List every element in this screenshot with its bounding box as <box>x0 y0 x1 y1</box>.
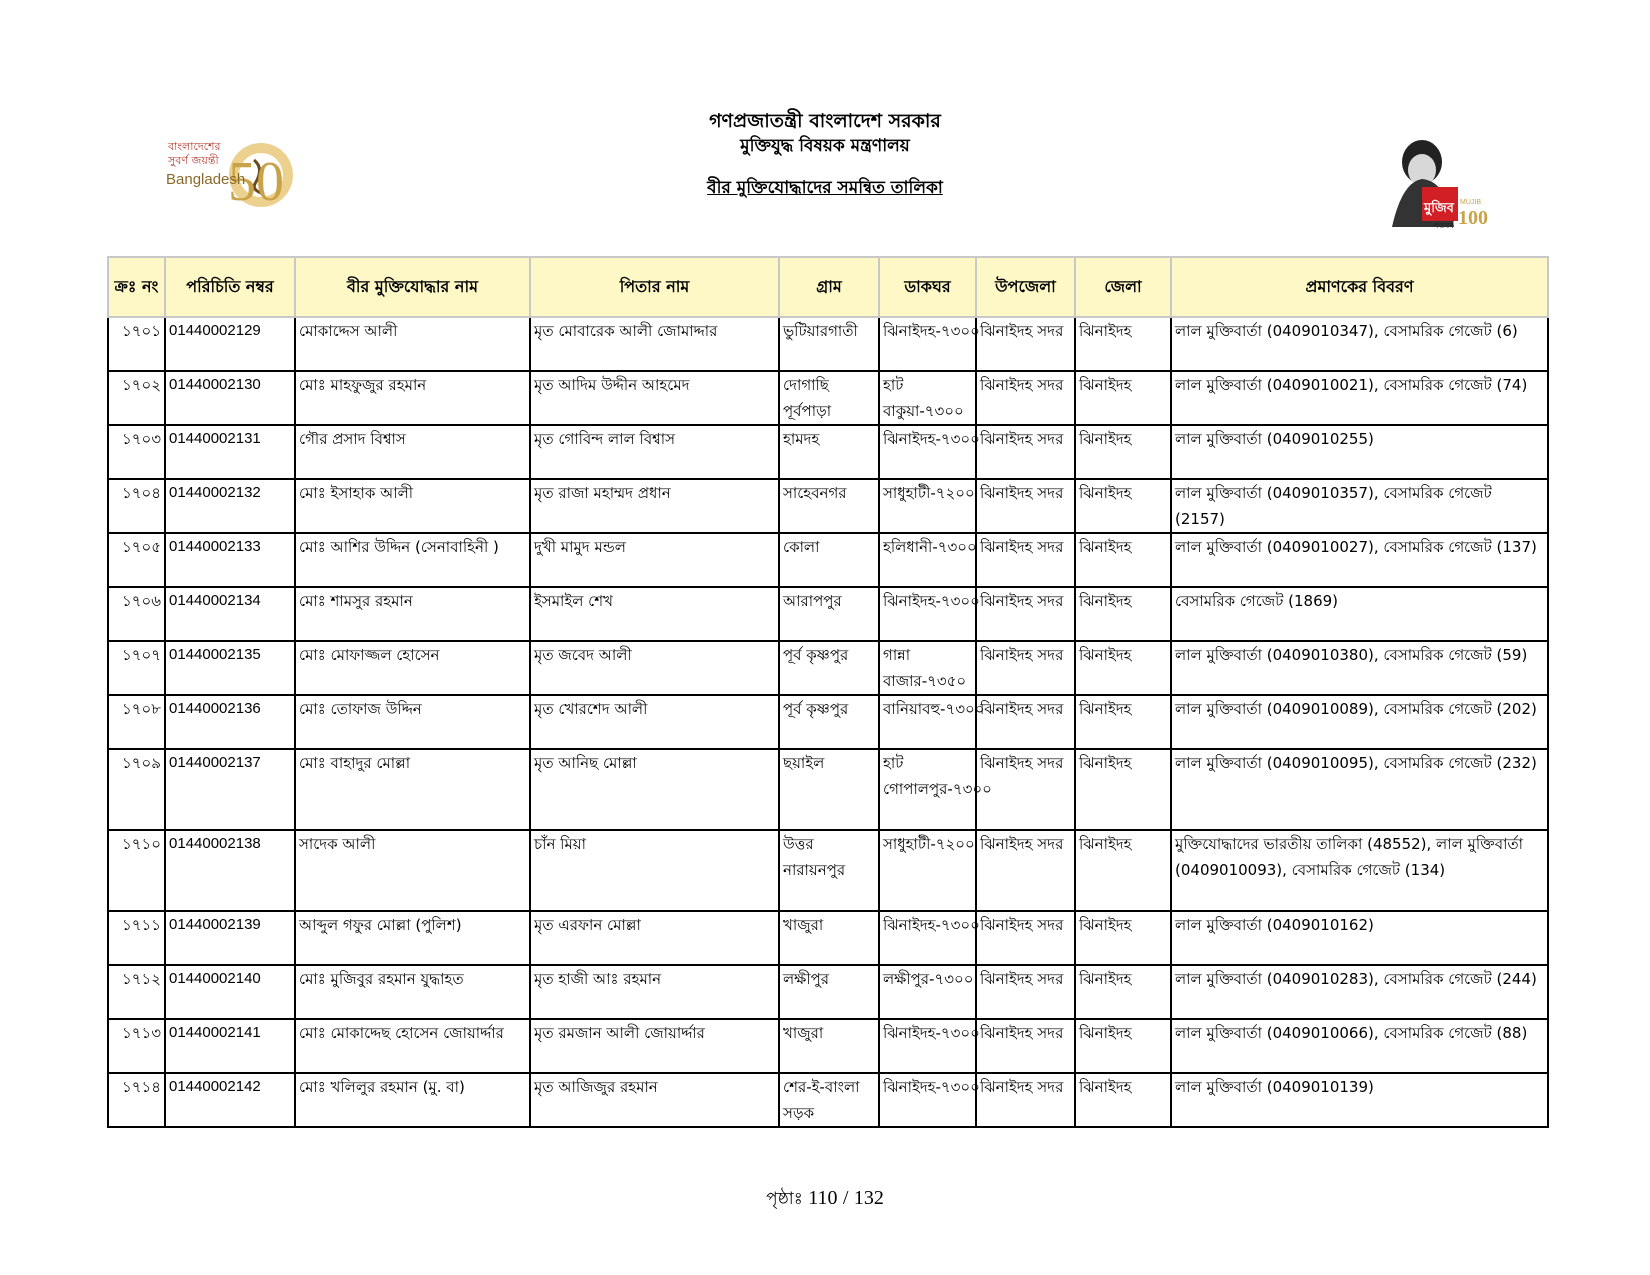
post-cell: সাধুহাটী-৭২০০ <box>879 830 976 911</box>
mujib-sub: শতবর্ষ <box>1434 221 1454 230</box>
proof-cell: লাল মুক্তিবার্তা (0409010139) <box>1171 1073 1548 1127</box>
ministry-title: মুক্তিযুদ্ধ বিষয়ক মন্ত্রণালয় <box>740 136 910 156</box>
district-cell: ঝিনাইদহ <box>1075 587 1171 641</box>
name-cell: মোঃ আশির উদ্দিন (সেনাবাহিনী ) <box>295 533 530 587</box>
table-row <box>108 533 1548 587</box>
id-cell: 01440002137 <box>165 749 295 830</box>
post-cell: হাট বাকুয়া-৭৩০০ <box>879 371 976 425</box>
serial-cell: ১৭০৮ <box>108 695 165 749</box>
village-cell: খাজুরা <box>779 911 879 965</box>
mujib-latin: MUJIB <box>1460 199 1481 206</box>
upazila-cell: ঝিনাইদহ সদর <box>976 749 1075 830</box>
table-row <box>108 1019 1548 1073</box>
upazila-cell: ঝিনাইদহ সদর <box>976 1073 1075 1127</box>
post-cell: ঝিনাইদহ-৭৩০০ <box>879 911 976 965</box>
name-cell: মোঃ মুজিবুর রহমান যুদ্ধাহত <box>295 965 530 1019</box>
mujib-number: 100 <box>1458 207 1488 229</box>
page-separator: / <box>842 1187 849 1209</box>
district-cell: ঝিনাইদহ <box>1075 479 1171 533</box>
upazila-cell: ঝিনাইদহ সদর <box>976 911 1075 965</box>
upazila-cell: ঝিনাইদহ সদর <box>976 533 1075 587</box>
document-header <box>0 108 1650 200</box>
name-cell: মোঃ তোফাজ উদ্দিন <box>295 695 530 749</box>
col-proof: প্রমাণকের বিবরণ <box>1171 257 1548 317</box>
id-cell: 01440002129 <box>165 317 295 371</box>
post-cell: ঝিনাইদহ-৭৩০০ <box>879 587 976 641</box>
table-row <box>108 965 1548 1019</box>
post-cell: ঝিনাইদহ-৭৩০০ <box>879 317 976 371</box>
district-cell: ঝিনাইদহ <box>1075 749 1171 830</box>
table-row <box>108 317 1548 371</box>
district-cell: ঝিনাইদহ <box>1075 1073 1171 1127</box>
id-cell: 01440002131 <box>165 425 295 479</box>
proof-cell: লাল মুক্তিবার্তা (0409010066), বেসামরিক গেজেট (88) <box>1171 1019 1548 1073</box>
district-cell: ঝিনাইদহ <box>1075 317 1171 371</box>
serial-cell: ১৭১০ <box>108 830 165 911</box>
table-header-row <box>108 257 1548 317</box>
father-cell: ইসমাইল শেখ <box>530 587 779 641</box>
serial-cell: ১৭১২ <box>108 965 165 1019</box>
village-cell: দোগাছি পূর্বপাড়া <box>779 371 879 425</box>
post-cell: ঝিনাইদহ-৭৩০০ <box>879 1019 976 1073</box>
mujib-word: মুজিব <box>1424 201 1454 216</box>
father-cell: মৃত গোবিন্দ লাল বিশ্বাস <box>530 425 779 479</box>
proof-cell: লাল মুক্তিবার্তা (0409010357), বেসামরিক গেজেট (2157) <box>1171 479 1548 533</box>
district-cell: ঝিনাইদহ <box>1075 911 1171 965</box>
father-cell: মৃত এরফান মোল্লা <box>530 911 779 965</box>
father-cell: দুখী মামুদ মন্ডল <box>530 533 779 587</box>
village-cell: উত্তর নারায়নপুর <box>779 830 879 911</box>
serial-cell: ১৭০৭ <box>108 641 165 695</box>
serial-cell: ১৭১৩ <box>108 1019 165 1073</box>
id-cell: 01440002138 <box>165 830 295 911</box>
proof-cell: লাল মুক্তিবার্তা (0409010347), বেসামরিক গেজেট (6) <box>1171 317 1548 371</box>
upazila-cell: ঝিনাইদহ সদর <box>976 587 1075 641</box>
serial-cell: ১৭০৫ <box>108 533 165 587</box>
col-id: পরিচিতি নম্বর <box>165 257 295 317</box>
logo-number: 50 <box>228 151 284 213</box>
name-cell: মোঃ শামসুর রহমান <box>295 587 530 641</box>
district-cell: ঝিনাইদহ <box>1075 695 1171 749</box>
name-cell: মোঃ মোকাদ্দেছ হোসেন জোয়ার্দ্দার <box>295 1019 530 1073</box>
id-cell: 01440002136 <box>165 695 295 749</box>
father-cell: মৃত রমজান আলী জোয়ার্দ্দার <box>530 1019 779 1073</box>
upazila-cell: ঝিনাইদহ সদর <box>976 965 1075 1019</box>
father-cell: মৃত রাজা মহাম্মদ প্রধান <box>530 479 779 533</box>
serial-cell: ১৭১৪ <box>108 1073 165 1127</box>
proof-cell: লাল মুক্তিবার্তা (0409010162) <box>1171 911 1548 965</box>
page-current: 110 <box>808 1187 838 1209</box>
upazila-cell: ঝিনাইদহ সদর <box>976 830 1075 911</box>
serial-cell: ১৭০২ <box>108 371 165 425</box>
serial-cell: ১৭০৪ <box>108 479 165 533</box>
post-cell: হাট গোপালপুর-৭৩০০ <box>879 749 976 830</box>
village-cell: ছয়াইল <box>779 749 879 830</box>
village-cell: আরাপপুর <box>779 587 879 641</box>
post-cell: সাধুহাটী-৭২০০ <box>879 479 976 533</box>
upazila-cell: ঝিনাইদহ সদর <box>976 317 1075 371</box>
father-cell: চাঁন মিয়া <box>530 830 779 911</box>
serial-cell: ১৭০৯ <box>108 749 165 830</box>
district-cell: ঝিনাইদহ <box>1075 425 1171 479</box>
district-cell: ঝিনাইদহ <box>1075 1019 1171 1073</box>
name-cell: মোকাদ্দেস আলী <box>295 317 530 371</box>
upazila-cell: ঝিনাইদহ সদর <box>976 479 1075 533</box>
id-cell: 01440002130 <box>165 371 295 425</box>
col-father: পিতার নাম <box>530 257 779 317</box>
proof-cell: লাল মুক্তিবার্তা (0409010021), বেসামরিক গেজেট (74) <box>1171 371 1548 425</box>
table-row <box>108 749 1548 830</box>
table-row <box>108 911 1548 965</box>
village-cell: ভুটিয়ারগাতী <box>779 317 879 371</box>
village-cell: কোলা <box>779 533 879 587</box>
post-cell: ঝিনাইদহ-৭৩০০ <box>879 1073 976 1127</box>
village-cell: হামদহ <box>779 425 879 479</box>
name-cell: মোঃ খলিলুর রহমান (মু. বা) <box>295 1073 530 1127</box>
district-cell: ঝিনাইদহ <box>1075 965 1171 1019</box>
post-cell: হলিধানী-৭৩০০ <box>879 533 976 587</box>
district-cell: ঝিনাইদহ <box>1075 830 1171 911</box>
id-cell: 01440002139 <box>165 911 295 965</box>
serial-cell: ১৭০১ <box>108 317 165 371</box>
id-cell: 01440002132 <box>165 479 295 533</box>
col-name: বীর মুক্তিযোদ্ধার নাম <box>295 257 530 317</box>
table-row <box>108 830 1548 911</box>
serial-cell: ১৭১১ <box>108 911 165 965</box>
table-row <box>108 1073 1548 1127</box>
page-label: পৃষ্ঠাঃ <box>766 1189 803 1209</box>
proof-cell: লাল মুক্তিবার্তা (0409010380), বেসামরিক গেজেট (59) <box>1171 641 1548 695</box>
col-post: ডাকঘর <box>879 257 976 317</box>
table-row <box>108 587 1548 641</box>
village-cell: সাহেবনগর <box>779 479 879 533</box>
father-cell: মৃত জবেদ আলী <box>530 641 779 695</box>
proof-cell: বেসামরিক গেজেট (1869) <box>1171 587 1548 641</box>
freedom-fighters-table <box>107 256 1549 1128</box>
upazila-cell: ঝিনাইদহ সদর <box>976 425 1075 479</box>
district-cell: ঝিনাইদহ <box>1075 533 1171 587</box>
id-cell: 01440002133 <box>165 533 295 587</box>
serial-cell: ১৭০৩ <box>108 425 165 479</box>
village-cell: লক্ষীপুর <box>779 965 879 1019</box>
name-cell: সাদেক আলী <box>295 830 530 911</box>
upazila-cell: ঝিনাইদহ সদর <box>976 695 1075 749</box>
father-cell: মৃত আজিজুর রহমান <box>530 1073 779 1127</box>
name-cell: মোঃ ইসাহাক আলী <box>295 479 530 533</box>
proof-cell: মুক্তিযোদ্ধাদের ভারতীয় তালিকা (48552), লাল মুক্তিবার্তা (0409010093), বেসামরিক গেজেট (134) <box>1171 830 1548 911</box>
upazila-cell: ঝিনাইদহ সদর <box>976 1019 1075 1073</box>
district-cell: ঝিনাইদহ <box>1075 371 1171 425</box>
upazila-cell: ঝিনাইদহ সদর <box>976 371 1075 425</box>
name-cell: মোঃ মাহফুজুর রহমান <box>295 371 530 425</box>
name-cell: গৌর প্রসাদ বিশ্বাস <box>295 425 530 479</box>
serial-cell: ১৭০৬ <box>108 587 165 641</box>
id-cell: 01440002142 <box>165 1073 295 1127</box>
table-row <box>108 425 1548 479</box>
proof-cell: লাল মুক্তিবার্তা (0409010095), বেসামরিক গেজেট (232) <box>1171 749 1548 830</box>
father-cell: মৃত খোরশেদ আলী <box>530 695 779 749</box>
village-cell: খাজুরা <box>779 1019 879 1073</box>
post-cell: ঝিনাইদহ-৭৩০০ <box>879 425 976 479</box>
col-district: জেলা <box>1075 257 1171 317</box>
father-cell: মৃত হাজী আঃ রহমান <box>530 965 779 1019</box>
table-row <box>108 695 1548 749</box>
logo-line2: সুবর্ণ জয়ন্তী <box>168 154 219 167</box>
village-cell: পূর্ব কৃষ্ণপুর <box>779 695 879 749</box>
government-title: গণপ্রজাতন্ত্রী বাংলাদেশ সরকার <box>709 110 941 132</box>
table-row <box>108 479 1548 533</box>
logo-line1: বাংলাদেশের <box>168 140 221 153</box>
father-cell: মৃত আনিছ মোল্লা <box>530 749 779 830</box>
id-cell: 01440002141 <box>165 1019 295 1073</box>
father-cell: মৃত মোবারেক আলী জোমাদ্দার <box>530 317 779 371</box>
col-village: গ্রাম <box>779 257 879 317</box>
father-cell: মৃত আদিম উদ্দীন আহমেদ <box>530 371 779 425</box>
col-serial: ক্রঃ নং <box>108 257 165 317</box>
id-cell: 01440002140 <box>165 965 295 1019</box>
name-cell: আব্দুল গফুর মোল্লা (পুলিশ) <box>295 911 530 965</box>
name-cell: মোঃ মোফাজ্জল হোসেন <box>295 641 530 695</box>
proof-cell: লাল মুক্তিবার্তা (0409010027), বেসামরিক গেজেট (137) <box>1171 533 1548 587</box>
proof-cell: লাল মুক্তিবার্তা (0409010089), বেসামরিক গেজেট (202) <box>1171 695 1548 749</box>
name-cell: মোঃ বাহাদুর মোল্লা <box>295 749 530 830</box>
id-cell: 01440002135 <box>165 641 295 695</box>
village-cell: শের-ই-বাংলা সড়ক <box>779 1073 879 1127</box>
village-cell: পূর্ব কৃষ্ণপুর <box>779 641 879 695</box>
proof-cell: লাল মুক্তিবার্তা (0409010255) <box>1171 425 1548 479</box>
logo-country: Bangladesh <box>166 171 246 188</box>
post-cell: লক্ষীপুর-৭৩০০ <box>879 965 976 1019</box>
post-cell: বানিয়াবহু-৭৩০০ <box>879 695 976 749</box>
district-cell: ঝিনাইদহ <box>1075 641 1171 695</box>
table-row <box>108 371 1548 425</box>
table-row <box>108 641 1548 695</box>
upazila-cell: ঝিনাইদহ সদর <box>976 641 1075 695</box>
id-cell: 01440002134 <box>165 587 295 641</box>
col-upazila: উপজেলা <box>976 257 1075 317</box>
page-number <box>0 1186 1650 1214</box>
post-cell: গান্না বাজার-৭৩৫০ <box>879 641 976 695</box>
proof-cell: লাল মুক্তিবার্তা (0409010283), বেসামরিক গেজেট (244) <box>1171 965 1548 1019</box>
page-total: 132 <box>853 1187 884 1209</box>
list-title: বীর মুক্তিযোদ্ধাদের সমন্বিত তালিকা <box>707 178 943 198</box>
